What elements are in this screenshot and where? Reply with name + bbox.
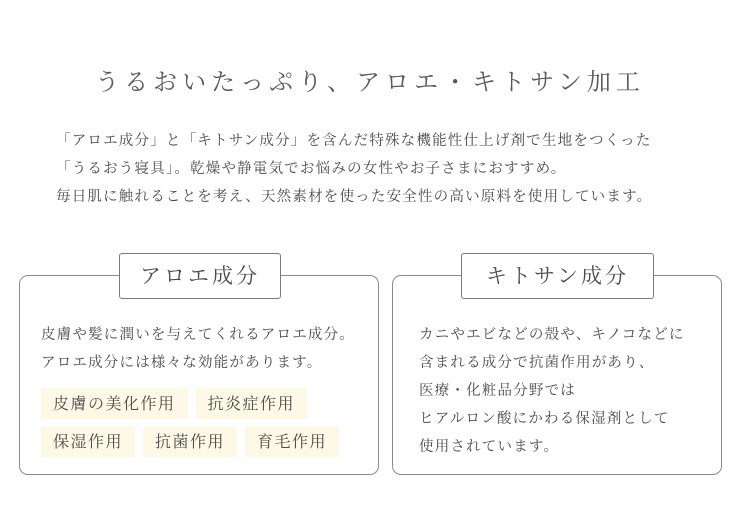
aloe-line: 皮膚や髪に潤いを与えてくれるアロエ成分。: [41, 327, 355, 343]
chitosan-line: 使用されています。: [419, 439, 560, 455]
intro-line: 「アロエ成分」と「キトサン成分」を含んだ特殊な機能性仕上げ剤で生地をつくった: [56, 133, 652, 149]
chitosan-card-body: [419, 321, 685, 461]
chitosan-card: [392, 264, 722, 475]
aloe-effect-tags: [41, 388, 371, 464]
aloe-line: アロエ成分には様々な効能があります。: [41, 355, 323, 371]
intro-text: [56, 127, 716, 211]
aloe-card-body: [41, 321, 355, 377]
chitosan-line: 含まれる成分で抗菌作用があり、: [419, 355, 655, 371]
intro-line: 毎日肌に触れることを考え、天然素材を使った安全性の高い原料を使用しています。: [56, 189, 653, 205]
effect-tag: 抗炎症作用: [196, 388, 308, 419]
chitosan-line: ヒアルロン酸にかわる保湿剤として: [419, 411, 670, 427]
page-title: うるおいたっぷり、アロエ・キトサン加工: [95, 68, 645, 96]
chitosan-line: カニやエビなどの殻や、キノコなどに: [419, 327, 685, 343]
effect-tag: 育毛作用: [245, 426, 339, 457]
aloe-card-title: アロエ成分: [119, 253, 281, 299]
tag-row: [41, 388, 371, 419]
tag-row: [41, 426, 371, 457]
effect-tag: 抗菌作用: [143, 426, 237, 457]
chitosan-line: 医療・化粧品分野では: [419, 383, 576, 399]
effect-tag: 保湿作用: [41, 426, 135, 457]
effect-tag: 皮膚の美化作用: [41, 388, 188, 419]
aloe-card: [19, 264, 379, 475]
intro-line: 「うるおう寝具」。乾燥や静電気でお悩みの女性やお子さまにおすすめ。: [56, 161, 567, 177]
chitosan-card-title: キトサン成分: [461, 253, 654, 299]
